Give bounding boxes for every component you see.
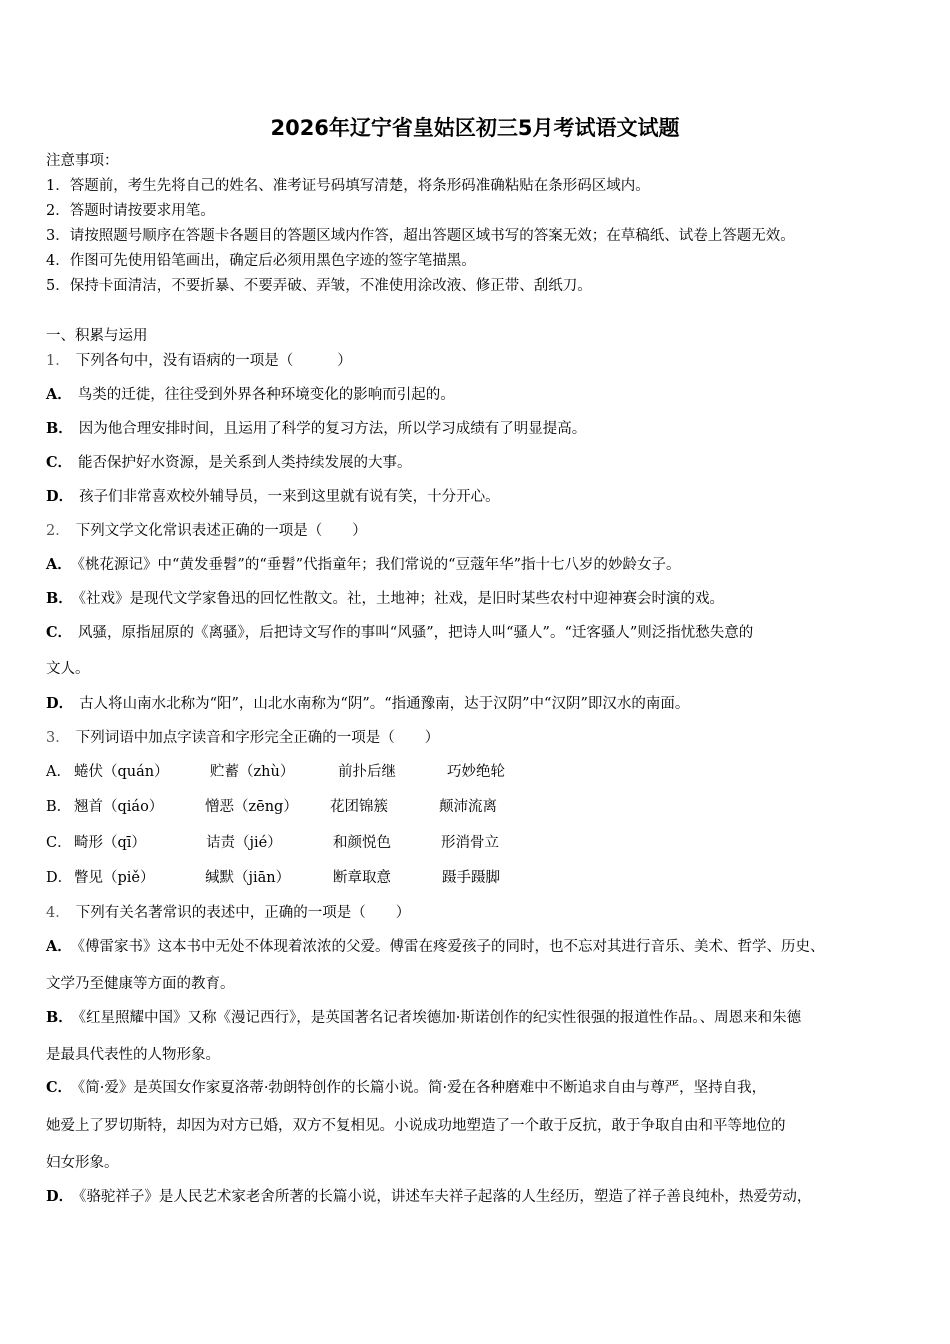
notice-item: 4．作图可先使用铅笔画出，确定后必须用黑色字迹的签字笔描黑。 [46,253,476,269]
question-4-option-d [46,1187,811,1207]
option-letter: C． [46,835,72,851]
question-4-option-a-cont: 文学乃至健康等方面的教育。 [46,976,235,992]
option-word: 诘责（jié） [206,835,282,851]
question-text: 下列文学文化常识表述正确的一项是（ [75,523,323,539]
option-text: 能否保护好水资源，是关系到人类持续发展的大事。 [78,455,412,471]
question-2-option-d [46,694,689,714]
option-letter: D． [46,870,73,886]
question-4-option-b-cont: 是最具代表性的人物形象。 [46,1047,220,1063]
option-letter: A． [46,386,72,403]
option-text: 鸟类的迁徙，往往受到外界各种环境变化的影响而引起的。 [77,387,455,403]
option-text: 风骚，原指屈原的《离骚》，后把诗文写作的事叫“风骚”，把诗人叫“骚人”。“迁客骚人”则泛指忧愁失意的 [78,625,754,641]
question-4-option-c [46,1078,766,1098]
option-letter: A． [46,938,72,955]
option-word: 前扑后继 [338,764,396,780]
option-word: 畸形（qī） [74,835,146,851]
page-title: 2026年辽宁省皇姑区初三5月考试语文试题 [270,116,680,140]
option-text: 《桃花源记》中“黄发垂髫”的“垂髫”代指童年；我们常说的“豆蔻年华”指十七八岁的妙龄女子。 [77,557,681,573]
question-4-option-c-cont: 她爱上了罗切斯特，却因为对方已婚，双方不复相见。小说成功地塑造了一个敢于反抗，敢于争取自由和平等地位的 [46,1118,786,1134]
question-number: 3． [46,730,70,746]
question-1-option-a [46,385,455,405]
option-word: 蜷伏（quán） [74,764,169,780]
question-text: 下列各句中，没有语病的一项是（ [75,353,294,369]
option-word: 和颜悦色 [333,835,391,851]
option-word: 形消骨立 [441,835,499,851]
question-2-stem [46,521,367,541]
question-4-option-b [46,1008,801,1028]
option-letter: A． [46,556,72,573]
option-text: 《简·爱》是英国女作家夏洛蒂·勃朗特创作的长篇小说。简·爱在各种磨难中不断追求自由与尊严，坚持自我， [78,1080,767,1096]
question-close: ） [424,730,440,746]
option-text: 《红星照耀中国》又称《漫记西行》，是英国著名记者埃德加·斯诺创作的纪实性很强的报道性作品。、周恩来和朱德 [78,1010,802,1026]
question-2-option-b [46,589,724,609]
notice-item: 5．保持卡面清洁，不要折暴、不要弄破、弄皱，不准使用涂改液、修正带、刮纸刀。 [46,278,592,294]
question-4-stem [46,903,410,923]
option-word: 翘首（qiáo） [74,799,164,815]
option-word: 瞥见（piě） [74,870,155,886]
option-letter: A． [46,764,71,780]
option-letter: D． [46,695,74,712]
option-text: 古人将山南水北称为“阳”，山北水南称为“阴”。“指通豫南，达于汉阴”中“汉阴”即汉水的南面。 [79,696,690,712]
option-word: 蹑手蹑脚 [442,870,500,886]
option-text: 《骆驼祥子》是人民艺术家老舍所著的长篇小说，讲述车夫祥子起落的人生经历，塑造了祥子善良纯朴，热爱劳动， [79,1189,812,1205]
question-4-option-c-cont2: 妇女形象。 [46,1155,119,1171]
question-close: ） [352,523,367,539]
option-letter: B． [46,1009,73,1026]
question-number: 2． [46,523,70,539]
question-number: 1． [46,353,70,369]
option-text: 孩子们非常喜欢校外辅导员，一来到这里就有说有笑，十分开心。 [79,489,500,505]
option-letter: C． [46,624,73,641]
option-letter: B． [46,420,73,437]
notice-item: 3．请按照题号顺序在答题卡各题目的答题区域内作答，超出答题区域书写的答案无效；在草稿纸、试卷上答题无效。 [46,228,795,244]
option-word: 花团锦簇 [330,799,388,815]
option-word: 颠沛流离 [439,799,497,815]
question-number: 4． [46,905,70,921]
question-2-option-c-cont: 文人。 [46,661,90,677]
question-2-option-c [46,623,753,643]
question-close: ） [337,353,352,369]
option-letter: C． [46,1079,73,1096]
option-text: 《社戏》是现代文学家鲁迅的回忆性散文。社，土地神；社戏，是旧时某些农村中迎神赛会时演的戏。 [78,591,725,607]
question-text: 下列有关名著常识的表述中，正确的一项是（ [75,905,366,921]
question-2-option-a [46,555,681,575]
option-word: 贮蓄（zhù） [210,764,295,780]
option-text: 因为他合理安排时间，且运用了科学的复习方法，所以学习成绩有了明显提高。 [78,421,587,437]
option-letter: D． [46,488,74,505]
question-text: 下列词语中加点字读音和字形完全正确的一项是（ [75,730,395,746]
question-3-stem [46,728,439,748]
option-word: 憎恶（zēng） [205,799,298,815]
option-letter: D． [46,1188,74,1205]
option-word: 巧妙绝轮 [447,764,505,780]
question-1-option-b [46,419,586,439]
option-word: 断章取意 [333,870,391,886]
question-4-option-a [46,937,825,957]
option-letter: C． [46,454,73,471]
notice-heading: 注意事项： [46,153,119,169]
notice-item: 2．答题时请按要求用笔。 [46,203,215,219]
option-text: 《傅雷家书》这本书中无处不体现着浓浓的父爱。傅雷在疼爱孩子的同时，也不忘对其进行音乐、美术、哲学、历史、 [77,939,825,955]
option-letter: B． [46,799,72,815]
question-close: ） [395,905,411,921]
question-1-option-d [46,487,500,507]
section-heading: 一、积累与运用 [46,328,148,344]
question-1-stem [46,351,352,371]
notice-item: 1．答题前，考生先将自己的姓名、准考证号码填写清楚，将条形码准确粘贴在条形码区域内。 [46,178,650,194]
option-word: 缄默（jiān） [205,870,291,886]
question-1-option-c [46,453,412,473]
option-letter: B． [46,590,73,607]
